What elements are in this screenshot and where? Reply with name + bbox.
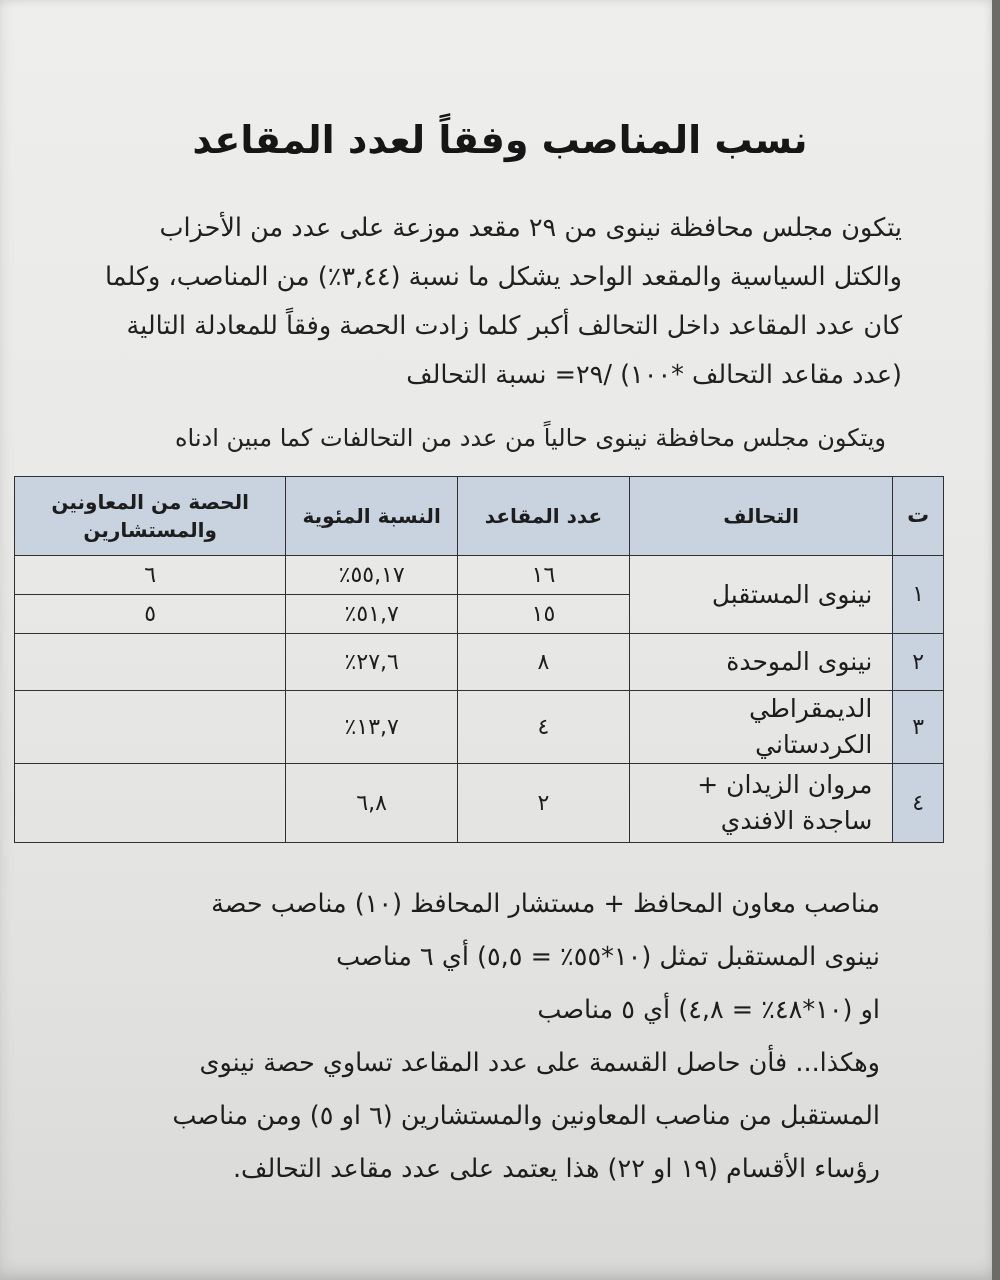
share-cell	[15, 764, 286, 843]
explanation-line-5: المستقبل من مناصب المعاونين والمستشارين (٦ او ٥) ومن مناصب	[172, 1101, 880, 1131]
row-number: ٤	[893, 764, 944, 843]
row-number: ١	[893, 556, 944, 634]
table-header-row	[15, 477, 944, 556]
intro-line-3: كان عدد المقاعد داخل التحالف أكبر كلما زادت الحصة وفقاً للمعادلة التالية	[126, 311, 902, 341]
share-cell: ٦	[15, 556, 286, 595]
share-cell	[15, 634, 286, 691]
alliance-name: نينوى المستقبل	[629, 556, 893, 634]
percent-cell: ٢٧,٦٪	[286, 634, 458, 691]
explanation-line-4: وهكذا... فأن حاصل القسمة على عدد المقاعد تساوي حصة نينوى	[199, 1048, 880, 1078]
document-title: نسب المناصب وفقاً لعدد المقاعد	[192, 118, 808, 162]
seats-cell: ١٥	[458, 595, 630, 634]
alliance-name: نينوى الموحدة	[629, 634, 893, 691]
intro-paragraph	[48, 204, 902, 400]
seats-cell: ٨	[458, 634, 630, 691]
table-row	[15, 691, 944, 764]
table-row	[15, 556, 944, 595]
explanation-line-3: او (١٠*٤٨٪ = ٤,٨) أي ٥ مناصب	[537, 995, 880, 1025]
table-row	[15, 634, 944, 691]
header-seats: عدد المقاعد	[458, 477, 630, 556]
percent-cell: ٦,٨	[286, 764, 458, 843]
explanation-paragraph	[70, 878, 880, 1196]
table-row	[15, 764, 944, 843]
intro-line-4: (عدد مقاعد التحالف *١٠٠) /٢٩= نسبة التحالف	[406, 360, 902, 390]
seats-cell: ٤	[458, 691, 630, 764]
table-lead-text: ويتكون مجلس محافظة نينوى حالياً من عدد من التحالفات كما مبين ادناه	[174, 424, 886, 452]
seats-cell: ١٦	[458, 556, 630, 595]
percent-cell: ٥٥,١٧٪	[286, 556, 458, 595]
alliances-table	[14, 476, 944, 843]
header-share: الحصة من المعاونين والمستشارين	[15, 477, 286, 556]
explanation-line-2: نينوى المستقبل تمثل (١٠*٥٥٪ = ٥,٥) أي ٦ مناصب	[336, 942, 880, 972]
alliance-name: الديمقراطي الكردستاني	[629, 691, 893, 764]
row-number: ٢	[893, 634, 944, 691]
alliance-name: مروان الزيدان + ساجدة الافندي	[629, 764, 893, 843]
explanation-line-1: مناصب معاون المحافظ + مستشار المحافظ (١٠) مناصب حصة	[211, 889, 880, 919]
percent-cell: ٥١,٧٪	[286, 595, 458, 634]
explanation-line-6: رؤساء الأقسام (١٩ او ٢٢) هذا يعتمد على عدد مقاعد التحالف.	[232, 1154, 880, 1184]
share-cell	[15, 691, 286, 764]
percent-cell: ١٣,٧٪	[286, 691, 458, 764]
header-number: ت	[893, 477, 944, 556]
header-alliance: التحالف	[629, 477, 893, 556]
intro-line-1: يتكون مجلس محافظة نينوى من ٢٩ مقعد موزعة على عدد من الأحزاب	[159, 213, 902, 243]
header-percent: النسبة المئوية	[286, 477, 458, 556]
intro-line-2: والكتل السياسية والمقعد الواحد يشكل ما نسبة (٣,٤٤٪) من المناصب، وكلما	[104, 262, 902, 292]
row-number: ٣	[893, 691, 944, 764]
seats-cell: ٢	[458, 764, 630, 843]
page-edge-shadow	[992, 0, 1000, 1280]
share-cell: ٥	[15, 595, 286, 634]
